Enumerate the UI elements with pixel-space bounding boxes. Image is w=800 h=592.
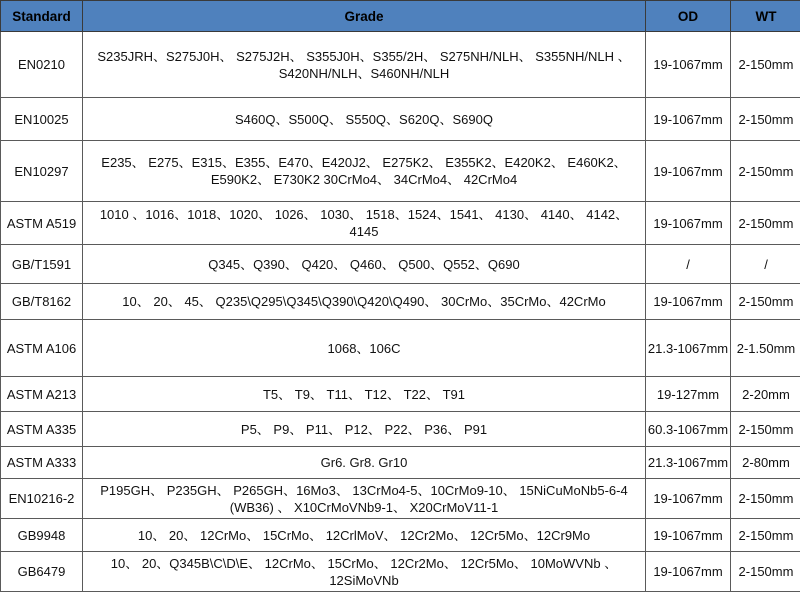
table-row (1, 320, 800, 377)
cell-grade: 10、 20、 45、 Q235\Q295\Q345\Q390\Q420\Q490、 30CrMo、35CrMo、42CrMo (83, 284, 646, 320)
table-row (1, 479, 800, 519)
cell-grade: Q345、Q390、 Q420、 Q460、 Q500、Q552、Q690 (83, 245, 646, 284)
cell-od: 19-1067mm (646, 141, 731, 202)
cell-standard: ASTM A106 (1, 320, 83, 377)
table-row (1, 447, 800, 479)
cell-standard: ASTM A519 (1, 202, 83, 245)
cell-od: 19-127mm (646, 377, 731, 412)
cell-wt: 2-150mm (731, 141, 800, 202)
table-row (1, 412, 800, 447)
cell-od: 19-1067mm (646, 284, 731, 320)
cell-od: 19-1067mm (646, 519, 731, 552)
cell-od: 21.3-1067mm (646, 447, 731, 479)
cell-standard: GB6479 (1, 552, 83, 592)
cell-standard: GB/T1591 (1, 245, 83, 284)
cell-wt: / (731, 245, 800, 284)
table-row (1, 519, 800, 552)
cell-standard: ASTM A333 (1, 447, 83, 479)
cell-wt: 2-150mm (731, 284, 800, 320)
cell-wt: 2-150mm (731, 412, 800, 447)
cell-wt: 2-150mm (731, 479, 800, 519)
header-standard: Standard (1, 1, 83, 32)
cell-standard: GB9948 (1, 519, 83, 552)
cell-od: 19-1067mm (646, 202, 731, 245)
cell-od: 19-1067mm (646, 98, 731, 141)
cell-grade: P5、 P9、 P11、 P12、 P22、 P36、 P91 (83, 412, 646, 447)
cell-standard: EN10297 (1, 141, 83, 202)
cell-standard: EN0210 (1, 32, 83, 98)
table-row (1, 245, 800, 284)
cell-wt: 2-150mm (731, 32, 800, 98)
header-od: OD (646, 1, 731, 32)
cell-grade: 10、 20、 12CrMo、 15CrMo、 12CrlMoV、 12Cr2Mo、 12Cr5Mo、12Cr9Mo (83, 519, 646, 552)
cell-standard: EN10025 (1, 98, 83, 141)
table-row (1, 202, 800, 245)
cell-od: 19-1067mm (646, 479, 731, 519)
cell-standard: ASTM A213 (1, 377, 83, 412)
cell-od: / (646, 245, 731, 284)
cell-grade: 10、 20、Q345B\C\D\E、 12CrMo、 15CrMo、 12Cr2Mo、 12Cr5Mo、 10MoWVNb 、12SiMoVNb (83, 552, 646, 592)
cell-wt: 2-150mm (731, 552, 800, 592)
cell-grade: 1010 、1016、1018、1020、 1026、 1030、 1518、1524、1541、 4130、 4140、 4142、 4145 (83, 202, 646, 245)
table-row (1, 32, 800, 98)
cell-od: 19-1067mm (646, 552, 731, 592)
table-row (1, 552, 800, 592)
table-row (1, 377, 800, 412)
cell-grade: T5、 T9、 T11、 T12、 T22、 T91 (83, 377, 646, 412)
cell-grade: E235、 E275、E315、E355、E470、E420J2、 E275K2、 E355K2、E420K2、 E460K2、E590K2、 E730K2 30CrMo4、 34CrMo4、 42CrMo4 (83, 141, 646, 202)
cell-wt: 2-150mm (731, 519, 800, 552)
cell-standard: ASTM A335 (1, 412, 83, 447)
header-row (1, 1, 800, 32)
header-wt: WT (731, 1, 800, 32)
cell-od: 21.3-1067mm (646, 320, 731, 377)
cell-wt: 2-150mm (731, 202, 800, 245)
table-row (1, 141, 800, 202)
cell-grade: S460Q、S500Q、 S550Q、S620Q、S690Q (83, 98, 646, 141)
table-row (1, 98, 800, 141)
cell-wt: 2-150mm (731, 98, 800, 141)
cell-grade: Gr6. Gr8. Gr10 (83, 447, 646, 479)
header-grade: Grade (83, 1, 646, 32)
cell-grade: S235JRH、S275J0H、 S275J2H、 S355J0H、S355/2H、 S275NH/NLH、 S355NH/NLH 、S420NH/NLH、S460NH/NLH (83, 32, 646, 98)
cell-wt: 2-1.50mm (731, 320, 800, 377)
cell-od: 60.3-1067mm (646, 412, 731, 447)
cell-standard: EN10216-2 (1, 479, 83, 519)
cell-wt: 2-20mm (731, 377, 800, 412)
cell-wt: 2-80mm (731, 447, 800, 479)
cell-od: 19-1067mm (646, 32, 731, 98)
cell-grade: P195GH、 P235GH、 P265GH、16Mo3、 13CrMo4-5、10CrMo9-10、 15NiCuMoNb5-6-4 (WB36) 、 X10CrMoVNb9-1、 X20CrMoV11-1 (83, 479, 646, 519)
cell-standard: GB/T8162 (1, 284, 83, 320)
table-row (1, 284, 800, 320)
cell-grade: 1068、106C (83, 320, 646, 377)
